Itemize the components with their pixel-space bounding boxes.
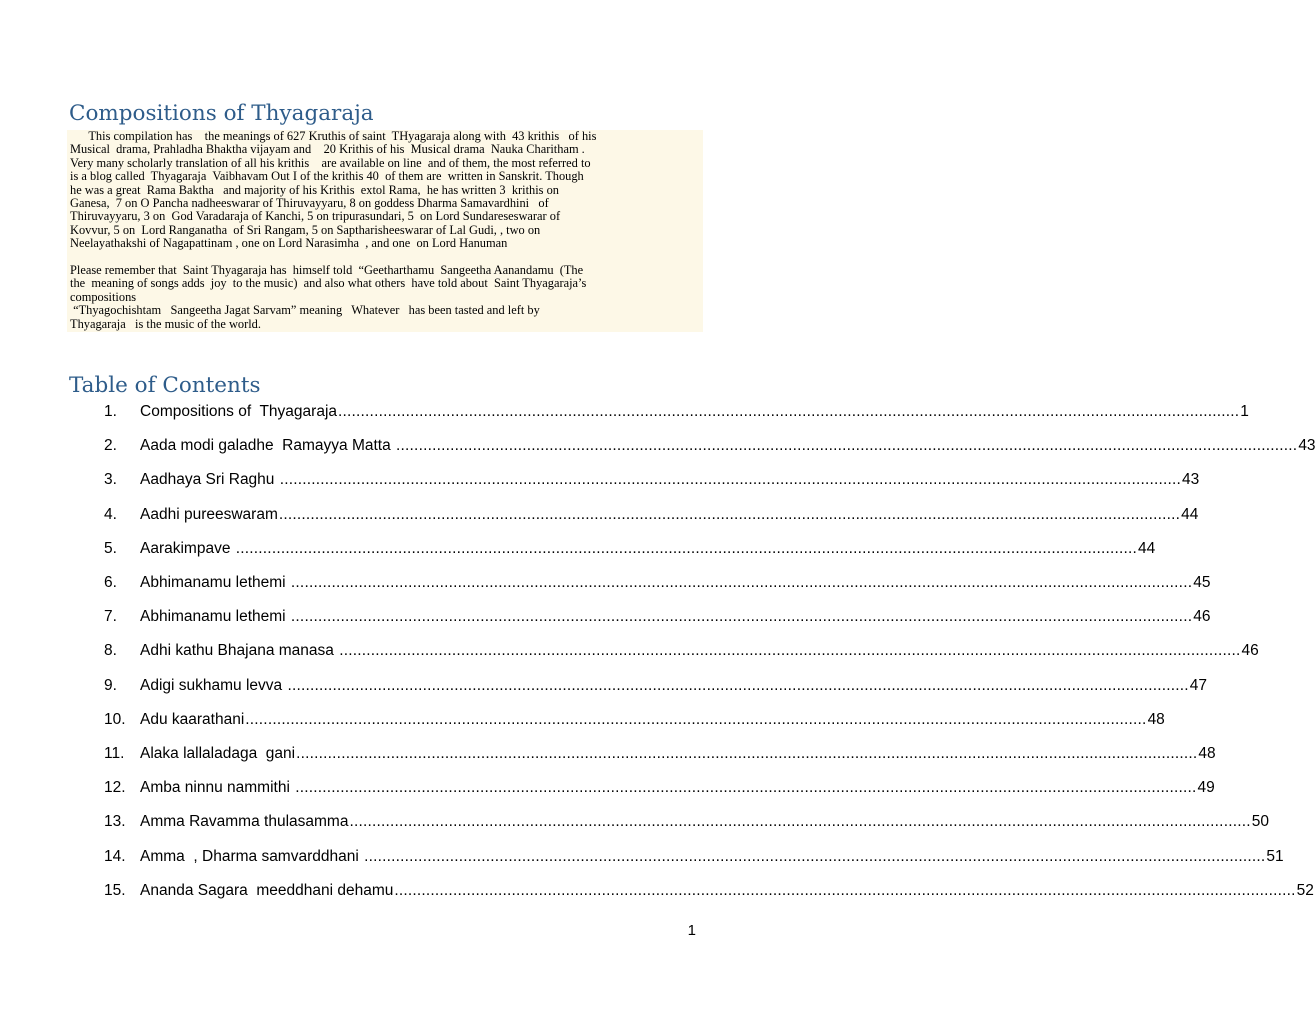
toc-item-number: 15.: [104, 881, 126, 899]
toc-item-title: Compositions of Thyagaraja: [140, 403, 338, 420]
toc-item-page: 48: [1198, 745, 1216, 762]
page-number: 1: [687, 922, 696, 939]
toc-item-title: Alaka lallaladaga gani: [140, 745, 296, 762]
toc-leader-dots: ........................................................................................................................................................................................................: [338, 403, 1240, 420]
toc-leader-dots: ........................................................................................................................................................................................................: [296, 745, 1198, 762]
toc-item-page: 49: [1197, 779, 1215, 797]
toc-item-number: 14.: [104, 847, 126, 865]
toc-item-link[interactable]: [140, 437, 1316, 455]
toc-item-number: 3.: [104, 471, 117, 489]
toc-item-number: 7.: [104, 608, 117, 626]
toc-item-page: 46: [1241, 642, 1259, 660]
toc-item[interactable]: [0, 745, 1216, 767]
toc-item-page: 43: [1298, 437, 1316, 455]
toc-item-link[interactable]: [140, 403, 1249, 421]
toc-leader-dots: ........................................................................................................................................................................................................: [235, 539, 1138, 557]
document-title: Compositions of Thyagaraja: [69, 101, 374, 126]
toc-leader-dots: ........................................................................................................................................................................................................: [290, 574, 1193, 591]
toc-leader-dots: ........................................................................................................................................................................................................: [364, 847, 1266, 865]
toc-item-page: 52: [1296, 881, 1314, 899]
toc-item-link[interactable]: [140, 745, 1216, 763]
toc-item-number: 8.: [104, 642, 117, 660]
toc-item[interactable]: [0, 471, 1200, 493]
toc-item-page: 1: [1240, 403, 1249, 420]
intro-line: This compilation has the meanings of 627 Kruthis of saint THyagaraja along with 43 krithis of his: [70, 129, 597, 143]
toc-item-title: Aada modi galadhe Ramayya Matta: [140, 437, 396, 455]
toc-item[interactable]: [0, 676, 1207, 699]
toc-item[interactable]: [0, 779, 1215, 801]
toc-leader-dots: ........................................................................................................................................................................................................: [349, 813, 1251, 831]
toc-item[interactable]: [0, 813, 1269, 835]
intro-line: [70, 251, 703, 264]
toc-item-title: Aadhi pureeswaram: [140, 505, 278, 523]
toc-item-title: Aarakimpave: [140, 539, 235, 557]
toc-item[interactable]: [0, 642, 1259, 664]
toc-item-page: 45: [1193, 574, 1211, 591]
toc-item-title: Amma Ravamma thulasamma: [140, 813, 349, 831]
intro-box: [67, 130, 703, 332]
toc-item-page: 44: [1138, 539, 1156, 557]
toc-item-link[interactable]: [140, 813, 1269, 831]
toc-item-number: 10.: [104, 710, 126, 728]
toc-item-page: 46: [1193, 608, 1211, 626]
intro-line: Thyagaraja is the music of the world.: [70, 316, 261, 331]
toc-leader-dots: ........................................................................................................................................................................................................: [295, 779, 1197, 797]
toc-item-title: Aadhaya Sri Raghu: [140, 471, 279, 489]
toc-item[interactable]: [0, 403, 1249, 425]
toc-item[interactable]: [0, 574, 1211, 596]
toc-item-link[interactable]: [140, 676, 1207, 695]
toc-item-number: 5.: [104, 539, 117, 557]
toc-item-title: Amma , Dharma samvarddhani: [140, 847, 364, 865]
intro-line: the meaning of songs adds joy to the music) and also what others have told about Saint Thyagaraja’s: [70, 276, 587, 291]
toc-leader-dots: ........................................................................................................................................................................................................: [394, 881, 1296, 899]
intro-line: “Thyagochishtam Sangeetha Jagat Sarvam” meaning Whatever has been tasted and left by: [70, 303, 540, 318]
toc-item[interactable]: [0, 881, 1314, 904]
intro-line: he was a great Rama Baktha and majority of his Krithis extol Rama, he has written 3 krithis on: [70, 182, 559, 197]
toc-item[interactable]: [0, 539, 1156, 562]
intro-line: Kovvur, 5 on Lord Ranganatha of Sri Rangam, 5 on Saptharisheeswarar of Lal Gudi, , two on: [70, 222, 541, 237]
toc-leader-dots: ........................................................................................................................................................................................................: [290, 608, 1193, 626]
toc-item-page: 48: [1147, 710, 1165, 728]
toc-item-page: 43: [1182, 471, 1200, 489]
toc-item-link[interactable]: [140, 881, 1314, 900]
toc-leader-dots: ........................................................................................................................................................................................................: [245, 710, 1147, 728]
toc-item-number: 1.: [104, 403, 117, 420]
toc-item-link[interactable]: [140, 608, 1211, 626]
toc-item-page: 44: [1181, 505, 1199, 523]
toc-heading: Table of Contents: [69, 373, 261, 398]
toc-item-title: Adigi sukhamu levva: [140, 676, 287, 694]
toc-item-link[interactable]: [140, 539, 1156, 558]
toc-item-title: Adu kaarathani: [140, 710, 245, 728]
intro-line: Thiruvayyaru, 3 on God Varadaraja of Kanchi, 5 on tripurasundari, 5 on Lord Sundareseswarar of: [70, 209, 561, 224]
intro-line: is a blog called Thyagaraja Vaibhavam Out I of the krithis 40 of them are written in Sanskrit. Though: [70, 169, 584, 184]
toc-item[interactable]: [0, 710, 1165, 733]
toc-item-number: 2.: [104, 437, 117, 455]
toc-leader-dots: ........................................................................................................................................................................................................: [339, 642, 1241, 660]
toc-item[interactable]: [0, 847, 1284, 870]
toc-item-title: Ananda Sagara meeddhani dehamu: [140, 881, 394, 899]
toc-item-link[interactable]: [140, 847, 1284, 866]
toc-leader-dots: ........................................................................................................................................................................................................: [287, 676, 1189, 694]
toc-item-number: 13.: [104, 813, 126, 831]
toc-item-title: Abhimanamu lethemi: [140, 574, 290, 591]
toc-item-number: 4.: [104, 505, 117, 523]
toc-item[interactable]: [0, 437, 1316, 459]
toc-item-number: 9.: [104, 676, 117, 694]
toc-item-link[interactable]: [140, 779, 1215, 797]
toc-item[interactable]: [0, 505, 1199, 528]
toc-item-title: Abhimanamu lethemi: [140, 608, 290, 626]
toc-item-number: 12.: [104, 779, 126, 797]
intro-line: Please remember that Saint Thyagaraja has himself told “Geetharthamu Sangeetha Aanandamu (The: [70, 263, 584, 278]
toc-item-number: 6.: [104, 574, 117, 591]
toc-leader-dots: ........................................................................................................................................................................................................: [396, 437, 1298, 455]
intro-line: Ganesa, 7 on O Pancha nadheeswarar of Thiruvayyaru, 8 on goddess Dharma Samavardhini of: [70, 196, 549, 211]
toc-item[interactable]: [0, 608, 1211, 630]
toc-item-link[interactable]: [140, 642, 1259, 660]
intro-line: compositions: [70, 289, 137, 304]
toc-item-link[interactable]: [140, 505, 1199, 524]
toc-item-page: 50: [1251, 813, 1269, 831]
toc-item-page: 47: [1189, 676, 1207, 694]
toc-item-link[interactable]: [140, 574, 1211, 592]
toc-item-title: Adhi kathu Bhajana manasa: [140, 642, 339, 660]
toc-leader-dots: ........................................................................................................................................................................................................: [278, 505, 1181, 523]
toc-item-page: 51: [1266, 847, 1284, 865]
toc-item-number: 11.: [104, 745, 125, 762]
intro-line: Neelayathakshi of Nagapattinam , one on Lord Narasimha , and one on Lord Hanuman: [70, 236, 508, 251]
toc-item-link[interactable]: [140, 710, 1165, 729]
toc-item-title: Amba ninnu nammithi: [140, 779, 295, 797]
toc-item-link[interactable]: [140, 471, 1200, 489]
intro-line: Very many scholarly translation of all his krithis are available on line and of them, the most referred to: [70, 155, 591, 170]
intro-line: Musical drama, Prahladha Bhaktha vijayam and 20 Krithis of his Musical drama Nauka Charitham .: [70, 142, 585, 157]
toc-leader-dots: ........................................................................................................................................................................................................: [279, 471, 1182, 489]
